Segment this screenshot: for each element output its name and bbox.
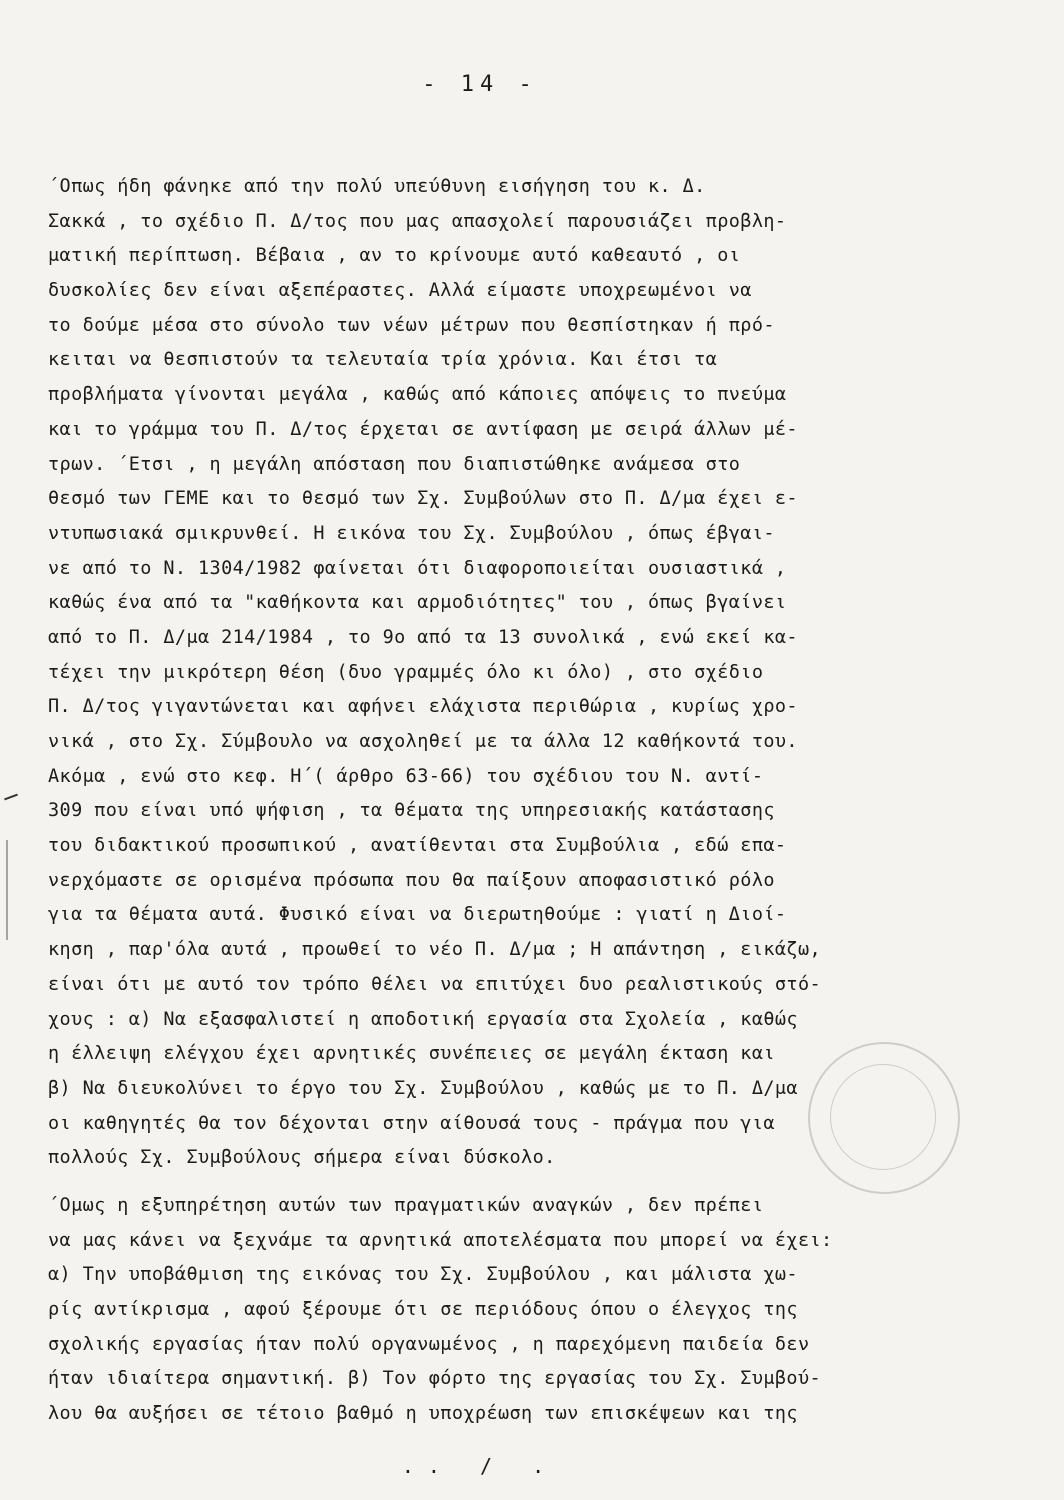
text-line: ήταν ιδιαίτερα σημαντική. β) Τον φόρτο της εργασίας του Σχ. Συμβού- bbox=[48, 1368, 822, 1390]
text-line: και το γράμμα του Π. Δ/τος έρχεται σε αντίφαση με σειρά άλλων μέ- bbox=[48, 418, 798, 440]
text-line: ματική περίπτωση. Βέβαια , αν το κρίνουμε αυτό καθεαυτό , οι bbox=[48, 245, 741, 267]
text-line: οι καθηγητές θα τον δέχονται στην αίθουσά τους - πράγμα που για bbox=[48, 1112, 775, 1134]
text-line: η έλλειψη ελέγχου έχει αρνητικές συνέπειες σε μεγάλη έκταση και bbox=[48, 1043, 775, 1065]
official-stamp bbox=[808, 1042, 960, 1194]
text-line: τρων. ΄Ετσι , η μεγάλη απόσταση που διαπιστώθηκε ανάμεσα στο bbox=[48, 453, 741, 475]
text-line: δυσκολίες δεν είναι αξεπέραστες. Αλλά είμαστε υποχρεωμένοι να bbox=[48, 280, 752, 302]
text-line: να μας κάνει να ξεχνάμε τα αρνητικά αποτελέσματα που μπορεί να έχει: bbox=[48, 1229, 833, 1251]
text-line: νερχόμαστε σε ορισμένα πρόσωπα που θα παίξουν αποφασιστικό ρόλο bbox=[48, 869, 775, 891]
text-line: χους : α) Να εξασφαλιστεί η αποδοτική εργασία στα Σχολεία , καθώς bbox=[48, 1008, 798, 1030]
text-line: από το Π. Δ/μα 214/1984 , το 9ο από τα 13 συνολικά , ενώ εκεί κα- bbox=[48, 626, 798, 648]
text-line: θεσμό των ΓΕΜΕ και το θεσμό των Σχ. Συμβούλων στο Π. Δ/μα έχει ε- bbox=[48, 488, 798, 510]
text-line: κειται να θεσπιστούν τα τελευταία τρία χρόνια. Και έτσι τα bbox=[48, 349, 718, 371]
text-line: ΄Ομως η εξυπηρέτηση αυτών των πραγματικών αναγκών , δεν πρέπει bbox=[48, 1195, 764, 1216]
text-line: ντυπωσιακά σμικρυνθεί. Η εικόνα του Σχ. Συμβούλου , όπως έβγαι- bbox=[48, 522, 775, 544]
text-line: νικά , στο Σχ. Σύμβουλο να ασχοληθεί με τα άλλα 12 καθήκοντά του. bbox=[48, 731, 798, 752]
text-line: α) Την υποβάθμιση της εικόνας του Σχ. Συμβούλου , και μάλιστα χω- bbox=[48, 1264, 798, 1286]
margin-line bbox=[6, 840, 8, 940]
text-line: β) Να διευκολύνει το έργο του Σχ. Συμβούλου , καθώς με το Π. Δ/μα bbox=[48, 1077, 798, 1099]
text-line: Ακόμα , ενώ στο κεφ. Η΄( άρθρο 63-66) του σχέδιου του Ν. αντί- bbox=[48, 765, 764, 787]
text-line: κηση , παρ'όλα αυτά , προωθεί το νέο Π. Δ/μα ; Η απάντηση , εικάζω, bbox=[48, 939, 822, 961]
page-number: - 14 - bbox=[422, 72, 538, 97]
text-line: καθώς ένα από τα "καθήκοντα και αρμοδιότητες" του , όπως βγαίνει bbox=[48, 592, 787, 614]
text-line: νε από το Ν. 1304/1982 φαίνεται ότι διαφοροποιείται ουσιαστικά , bbox=[48, 557, 787, 579]
paragraph-2 bbox=[48, 1189, 1033, 1432]
text-line: Σακκά , το σχέδιο Π. Δ/τος που μας απασχολεί παρουσιάζει προβλη- bbox=[48, 210, 787, 232]
paragraph-1 bbox=[48, 170, 1033, 1176]
text-line: ΄Οπως ήδη φάνηκε από την πολύ υπεύθυνη εισήγηση του κ. Δ. bbox=[48, 176, 706, 197]
text-line: πολλούς Σχ. Συμβούλους σήμερα είναι δύσκολο. bbox=[48, 1147, 556, 1169]
text-line: για τα θέματα αυτά. Φυσικό είναι να διερωτηθούμε : γιατί η Διοί- bbox=[48, 904, 787, 926]
text-line: τέχει την μικρότερη θέση (δυο γραμμές όλο κι όλο) , στο σχέδιο bbox=[48, 661, 764, 683]
text-line: προβλήματα γίνονται μεγάλα , καθώς από κάποιες απόψεις το πνεύμα bbox=[48, 384, 787, 406]
text-line: 309 που είναι υπό ψήφιση , τα θέματα της υπηρεσιακής κατάστασης bbox=[48, 800, 775, 822]
text-line: του διδακτικού προσωπικού , ανατίθενται στα Συμβούλια , εδώ επα- bbox=[48, 835, 787, 857]
text-line: το δούμε μέσα στο σύνολο των νέων μέτρων που θεσπίστηκαν ή πρό- bbox=[48, 314, 775, 336]
text-line: ρίς αντίκρισμα , αφού ξέρουμε ότι σε περιόδους όπου ο έλεγχος της bbox=[48, 1299, 798, 1321]
margin-mark bbox=[4, 794, 18, 801]
text-line: είναι ότι με αυτό τον τρόπο θέλει να επιτύχει δυο ρεαλιστικούς στό- bbox=[48, 973, 822, 995]
continuation-mark: .. / . bbox=[401, 1454, 559, 1478]
text-line: Π. Δ/τος γιγαντώνεται και αφήνει ελάχιστα περιθώρια , κυρίως χρο- bbox=[48, 696, 798, 718]
text-line: σχολικής εργασίας ήταν πολύ οργανωμένος , η παρεχόμενη παιδεία δεν bbox=[48, 1333, 810, 1355]
text-line: λου θα αυξήσει σε τέτοιο βαθμό η υποχρέωση των επισκέψεων και της bbox=[48, 1403, 798, 1425]
